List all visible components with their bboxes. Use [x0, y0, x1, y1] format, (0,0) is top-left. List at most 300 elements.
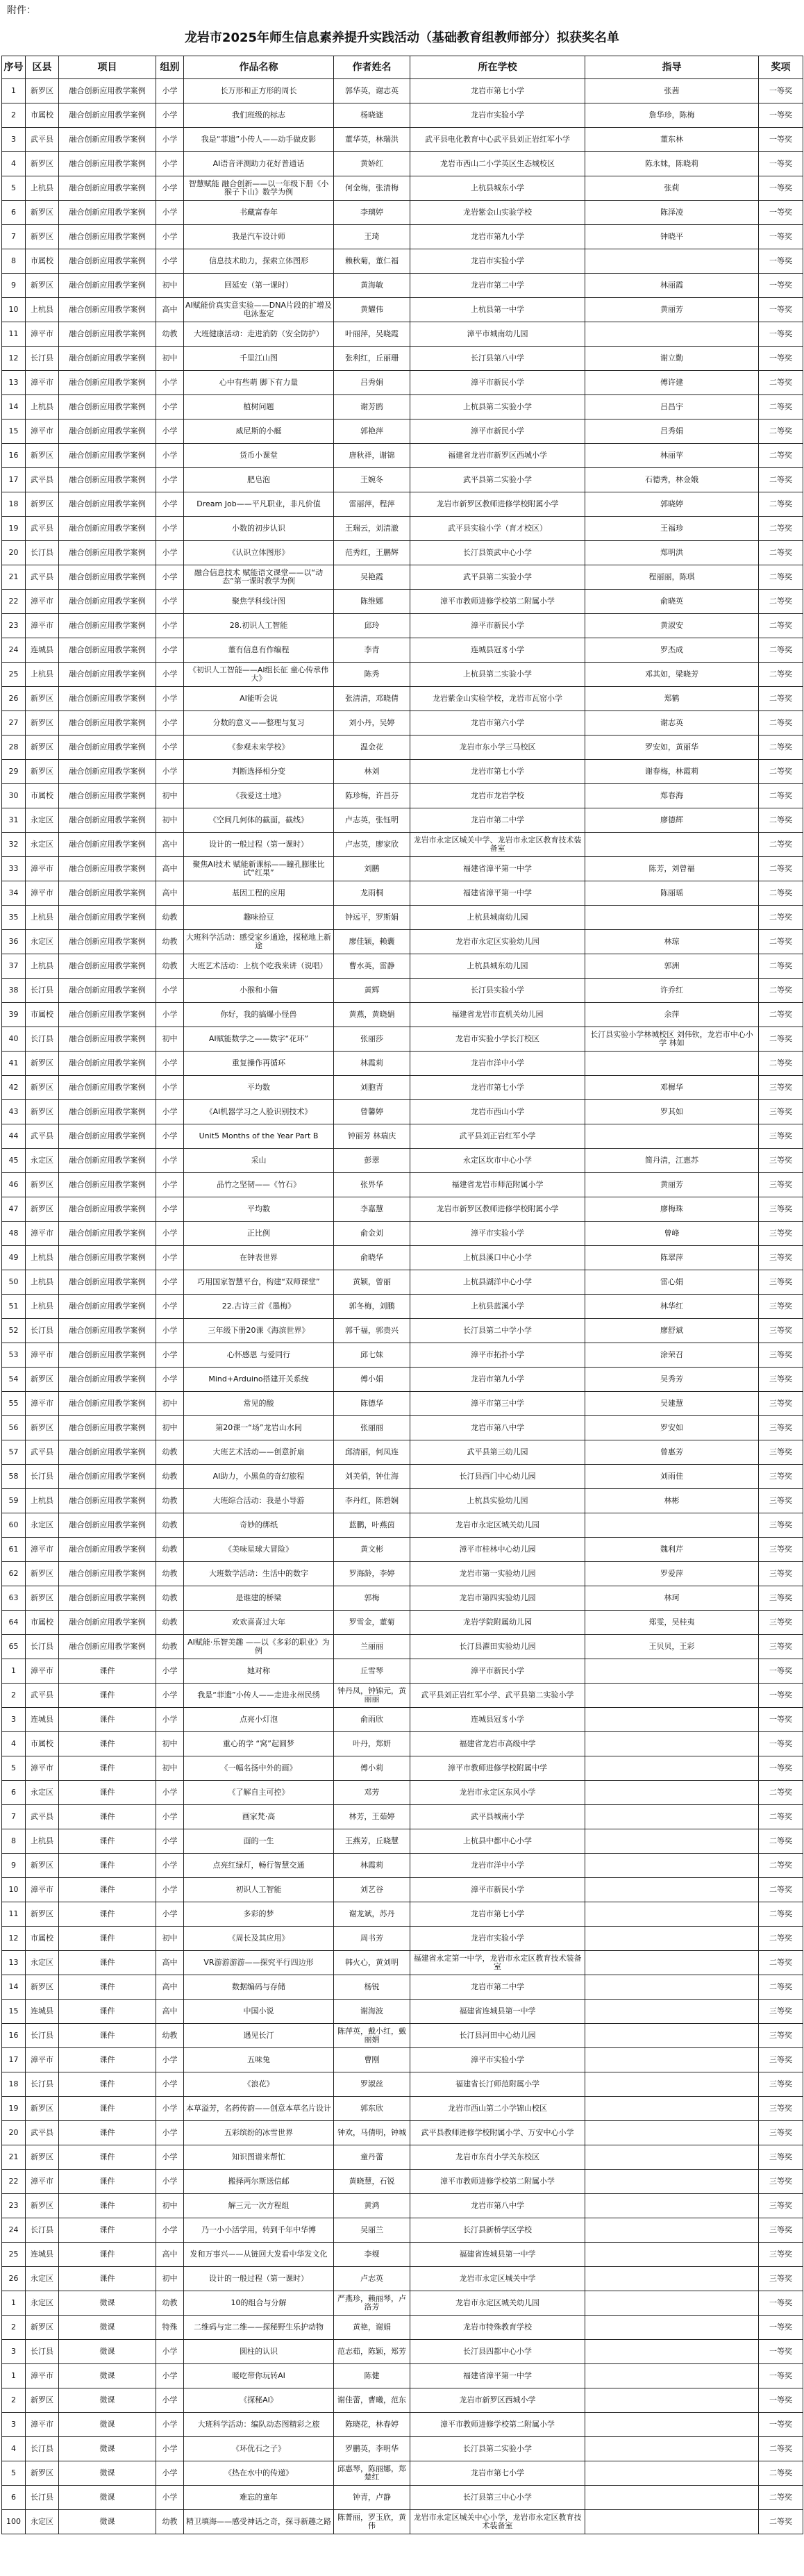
cell-project: 融合创新应用教学案例: [59, 711, 156, 736]
cell-index: 19: [2, 517, 26, 541]
cell-author: 陈萍英，戴小红，戴丽娟: [334, 2024, 410, 2048]
cell-work-title: 知识图谱来帮忙: [184, 2145, 334, 2170]
table-row: [2, 2291, 803, 2316]
cell-project: 课件: [59, 2048, 156, 2072]
cell-group: 初中: [156, 1416, 184, 1440]
cell-school: 龙岩市西山二小学英区生态城校区: [410, 152, 585, 176]
cell-project: 课件: [59, 1756, 156, 1781]
table-row: [2, 1951, 803, 1975]
cell-award: 一等奖: [759, 2413, 803, 2437]
cell-group: 幼教: [156, 2024, 184, 2048]
cell-advisor: 许乔红: [585, 979, 759, 1003]
cell-author: 范秀红，王鹏辉: [334, 541, 410, 565]
cell-author: 郭东欣: [334, 2097, 410, 2121]
cell-advisor: 邓其如，梁晓芳: [585, 663, 759, 687]
cell-work-title: 大班数学活动：生活中的数字: [184, 1562, 334, 1586]
cell-award: 二等奖: [759, 1052, 803, 1076]
cell-school: 武平县电化教育中心武平县刘正岩红军小学: [410, 128, 585, 152]
cell-award: 一等奖: [759, 1756, 803, 1781]
cell-work-title: 她对称: [184, 1659, 334, 1684]
table-row: [2, 2486, 803, 2510]
cell-work-title: 《我爱这土地》: [184, 784, 334, 808]
cell-work-title: 董有信息有作编程: [184, 638, 334, 663]
cell-district: 新罗区: [26, 225, 59, 249]
cell-project: 微课: [59, 2340, 156, 2364]
cell-project: 微课: [59, 2316, 156, 2340]
cell-author: 吴艳霞: [334, 565, 410, 590]
cell-author: 黄娇红: [334, 152, 410, 176]
cell-advisor: 王福珍: [585, 517, 759, 541]
cell-district: 永定区: [26, 1951, 59, 1975]
cell-author: 卢志英，廖家欣: [334, 833, 410, 857]
table-row: [2, 1440, 803, 1465]
col-header-advisor: 指导: [585, 56, 759, 79]
cell-award: 一等奖: [759, 152, 803, 176]
cell-index: 16: [2, 444, 26, 468]
cell-district: 新罗区: [26, 1173, 59, 1197]
cell-author: 傅小莉: [334, 1756, 410, 1781]
table-row: [2, 2048, 803, 2072]
cell-project: 融合创新应用教学案例: [59, 176, 156, 201]
cell-advisor: [585, 906, 759, 930]
cell-school: 福建省龙岩市直机关幼儿园: [410, 1003, 585, 1027]
cell-advisor: 张莉: [585, 176, 759, 201]
cell-school: 漳平市实验小学: [410, 1222, 585, 1246]
cell-work-title: 乃一小小活学用，转到千年中华博: [184, 2218, 334, 2243]
cell-group: 小学: [156, 1246, 184, 1270]
cell-district: 市属校: [26, 1611, 59, 1635]
cell-district: 上杭县: [26, 1295, 59, 1319]
cell-award: 三等奖: [759, 2145, 803, 2170]
cell-advisor: 罗杰成: [585, 638, 759, 663]
cell-district: 新罗区: [26, 711, 59, 736]
cell-author: 陈健: [334, 2364, 410, 2388]
cell-author: 邓芳: [334, 1781, 410, 1805]
cell-work-title: 点亮小灯泡: [184, 1708, 334, 1732]
cell-advisor: 黄淑安: [585, 614, 759, 638]
cell-index: 32: [2, 833, 26, 857]
cell-author: 李觌: [334, 2243, 410, 2267]
table-row: [2, 2267, 803, 2291]
cell-advisor: 廖舒斌: [585, 1319, 759, 1343]
cell-advisor: 涂荣召: [585, 1343, 759, 1368]
cell-work-title: 大班健康活动：走进消防（安全防护）: [184, 322, 334, 347]
table-row: [2, 1562, 803, 1586]
cell-award: 二等奖: [759, 590, 803, 614]
cell-group: 小学: [156, 736, 184, 760]
cell-award: 二等奖: [759, 1854, 803, 1878]
cell-district: 上杭县: [26, 906, 59, 930]
cell-author: 杨锐: [334, 1975, 410, 2000]
cell-project: 融合创新应用教学案例: [59, 371, 156, 395]
table-row: [2, 565, 803, 590]
cell-school: 长汀县第二实验小学: [410, 2437, 585, 2461]
cell-advisor: 简丹清，江惠苏: [585, 1149, 759, 1173]
cell-project: 微课: [59, 2413, 156, 2437]
table-row: [2, 1027, 803, 1052]
cell-index: 21: [2, 2145, 26, 2170]
cell-index: 61: [2, 1538, 26, 1562]
cell-group: 小学: [156, 2413, 184, 2437]
cell-index: 53: [2, 1343, 26, 1368]
cell-project: 课件: [59, 2194, 156, 2218]
cell-group: 小学: [156, 395, 184, 419]
cell-author: 黄耀伟: [334, 298, 410, 322]
cell-index: 48: [2, 1222, 26, 1246]
cell-index: 26: [2, 2267, 26, 2291]
cell-index: 11: [2, 1902, 26, 1927]
cell-work-title: 《参观未来学校》: [184, 736, 334, 760]
cell-district: 新罗区: [26, 1975, 59, 2000]
cell-work-title: 难忘的童年: [184, 2486, 334, 2510]
cell-school: 龙岩市第一实验幼儿园: [410, 1562, 585, 1586]
cell-advisor: 谢春梅，林霞莉: [585, 760, 759, 784]
cell-school: 福建省长汀师范附属小学: [410, 2072, 585, 2097]
cell-project: 融合创新应用教学案例: [59, 419, 156, 444]
table-row: [2, 2413, 803, 2437]
table-row: [2, 347, 803, 371]
cell-index: 60: [2, 1513, 26, 1538]
cell-award: 二等奖: [759, 906, 803, 930]
cell-author: 郭梅: [334, 1586, 410, 1611]
cell-author: 吕秀娟: [334, 371, 410, 395]
cell-award: 三等奖: [759, 2243, 803, 2267]
cell-project: 融合创新应用教学案例: [59, 590, 156, 614]
cell-school: 长汀县四都中心小学: [410, 2340, 585, 2364]
cell-work-title: 三年级下册20课《海滨世界》: [184, 1319, 334, 1343]
cell-work-title: 融合信息技术 赋能语文课堂——以“动态“第一课时教学为例: [184, 565, 334, 590]
cell-project: 融合创新应用教学案例: [59, 1076, 156, 1100]
cell-project: 微课: [59, 2510, 156, 2534]
cell-district: 市属校: [26, 249, 59, 274]
cell-district: 永定区: [26, 1513, 59, 1538]
table-row: [2, 1513, 803, 1538]
cell-work-title: 大班艺术活动：上杭个吃我来讲（说唱）: [184, 954, 334, 979]
cell-group: 小学: [156, 128, 184, 152]
cell-project: 融合创新应用教学案例: [59, 322, 156, 347]
cell-group: 初中: [156, 1756, 184, 1781]
cell-advisor: [585, 1854, 759, 1878]
cell-project: 微课: [59, 2486, 156, 2510]
cell-project: 融合创新应用教学案例: [59, 444, 156, 468]
cell-work-title: 平均数: [184, 1076, 334, 1100]
table-row: [2, 687, 803, 711]
cell-advisor: [585, 249, 759, 274]
cell-school: 龙岩市第七小学: [410, 760, 585, 784]
cell-advisor: 魏利芹: [585, 1538, 759, 1562]
cell-award: 二等奖: [759, 2437, 803, 2461]
cell-award: 三等奖: [759, 2000, 803, 2024]
cell-work-title: 信息技术助力，探索立体图形: [184, 249, 334, 274]
cell-school: 漳平市桂林中心幼儿园: [410, 1538, 585, 1562]
table-row: [2, 517, 803, 541]
cell-group: 幼教: [156, 1562, 184, 1586]
cell-group: 初中: [156, 274, 184, 298]
cell-work-title: 《AI机器学习之人脸识别技术》: [184, 1100, 334, 1124]
cell-author: 龙雨桐: [334, 881, 410, 906]
cell-school: 龙岩市东小学三马校区: [410, 736, 585, 760]
table-row: [2, 930, 803, 954]
cell-group: 幼教: [156, 1635, 184, 1659]
cell-advisor: [585, 1878, 759, 1902]
cell-group: 幼教: [156, 906, 184, 930]
cell-work-title: AI能听会说: [184, 687, 334, 711]
cell-district: 漳平市: [26, 322, 59, 347]
cell-group: 初中: [156, 808, 184, 833]
cell-work-title: 分数的意义——整理与复习: [184, 711, 334, 736]
cell-author: 郭华英，谢志英: [334, 79, 410, 103]
cell-project: 融合创新应用教学案例: [59, 1246, 156, 1270]
cell-project: 融合创新应用教学案例: [59, 128, 156, 152]
cell-index: 65: [2, 1635, 26, 1659]
cell-work-title: 心怀感恩 与爱同行: [184, 1343, 334, 1368]
cell-index: 30: [2, 784, 26, 808]
cell-district: 新罗区: [26, 1100, 59, 1124]
cell-advisor: 曾惠芳: [585, 1440, 759, 1465]
cell-author: 陈菁丽，罗玉欣，黄伟: [334, 2510, 410, 2534]
cell-school: 长汀县第八中学: [410, 347, 585, 371]
cell-index: 35: [2, 906, 26, 930]
cell-work-title: 心中有些萌 脚下有力量: [184, 371, 334, 395]
cell-advisor: [585, 2121, 759, 2145]
cell-group: 小学: [156, 79, 184, 103]
cell-project: 融合创新应用教学案例: [59, 833, 156, 857]
cell-index: 8: [2, 1829, 26, 1854]
cell-award: 一等奖: [759, 79, 803, 103]
cell-group: 小学: [156, 979, 184, 1003]
cell-index: 14: [2, 1975, 26, 2000]
cell-award: 二等奖: [759, 2486, 803, 2510]
cell-school: 龙岩市第四实验幼儿园: [410, 1586, 585, 1611]
cell-advisor: [585, 2218, 759, 2243]
table-row: [2, 79, 803, 103]
cell-district: 武平县: [26, 1440, 59, 1465]
cell-project: 微课: [59, 2364, 156, 2388]
cell-district: 长汀县: [26, 2486, 59, 2510]
col-header-index: 序号: [2, 56, 26, 79]
cell-district: 连城县: [26, 638, 59, 663]
cell-school: 上杭县溪口中心小学: [410, 1246, 585, 1270]
cell-work-title: 千里江山图: [184, 347, 334, 371]
cell-advisor: 雷心娟: [585, 1270, 759, 1295]
cell-district: 长汀县: [26, 1027, 59, 1052]
cell-work-title: 品竹之坚韧——《竹石》: [184, 1173, 334, 1197]
cell-district: 永定区: [26, 2291, 59, 2316]
cell-project: 融合创新应用教学案例: [59, 1611, 156, 1635]
cell-school: 龙岩市第九小学: [410, 1368, 585, 1392]
cell-project: 融合创新应用教学案例: [59, 1197, 156, 1222]
cell-group: 初中: [156, 1392, 184, 1416]
cell-advisor: 石德秀，林金娥: [585, 468, 759, 492]
cell-project: 融合创新应用教学案例: [59, 1586, 156, 1611]
cell-index: 5: [2, 2461, 26, 2486]
cell-project: 融合创新应用教学案例: [59, 881, 156, 906]
col-header-project: 项目: [59, 56, 156, 79]
col-header-school: 所在学校: [410, 56, 585, 79]
cell-district: 新罗区: [26, 79, 59, 103]
cell-award: 二等奖: [759, 1951, 803, 1975]
cell-award: 三等奖: [759, 1562, 803, 1586]
cell-award: 一等奖: [759, 128, 803, 152]
cell-advisor: [585, 1124, 759, 1149]
cell-award: 二等奖: [759, 736, 803, 760]
cell-author: 李青: [334, 638, 410, 663]
cell-work-title: 我是“菲遗”小传人——走进永州民绣: [184, 1684, 334, 1708]
cell-advisor: 郭洲: [585, 954, 759, 979]
cell-school: 龙岩市第二中学: [410, 1975, 585, 2000]
cell-group: 初中: [156, 1927, 184, 1951]
cell-work-title: 五味兔: [184, 2048, 334, 2072]
cell-project: 微课: [59, 2291, 156, 2316]
cell-group: 小学: [156, 1124, 184, 1149]
cell-work-title: 面的一生: [184, 1829, 334, 1854]
table-row: [2, 2437, 803, 2461]
cell-author: 邱惠琴，陈丽娜，郑楚红: [334, 2461, 410, 2486]
cell-work-title: 我们班级的标志: [184, 103, 334, 128]
table-row: [2, 1902, 803, 1927]
cell-index: 22: [2, 590, 26, 614]
cell-school: 龙岩市第七小学: [410, 2461, 585, 2486]
cell-project: 融合创新应用教学案例: [59, 517, 156, 541]
cell-group: 高中: [156, 2000, 184, 2024]
cell-advisor: [585, 2097, 759, 2121]
cell-index: 20: [2, 541, 26, 565]
cell-school: 福建省漳平第一中学: [410, 2364, 585, 2388]
table-row: [2, 2145, 803, 2170]
cell-project: 课件: [59, 1684, 156, 1708]
cell-advisor: 林丽苹: [585, 444, 759, 468]
cell-award: 二等奖: [759, 979, 803, 1003]
table-row: [2, 736, 803, 760]
cell-project: 融合创新应用教学案例: [59, 1440, 156, 1465]
cell-district: 上杭县: [26, 298, 59, 322]
cell-advisor: 黄丽芳: [585, 298, 759, 322]
cell-district: 新罗区: [26, 1416, 59, 1440]
cell-advisor: [585, 1513, 759, 1538]
cell-district: 漳平市: [26, 1343, 59, 1368]
cell-school: 上杭县城东幼儿园: [410, 954, 585, 979]
table-row: [2, 103, 803, 128]
cell-school: 上杭县湖洋中心小学: [410, 1270, 585, 1295]
cell-project: 课件: [59, 1708, 156, 1732]
cell-project: 融合创新应用教学案例: [59, 468, 156, 492]
cell-school: 龙岩市永定区城关幼儿园: [410, 1513, 585, 1538]
cell-district: 武平县: [26, 1124, 59, 1149]
cell-work-title: 第20课一“场”龙岩山水间: [184, 1416, 334, 1440]
cell-award: 二等奖: [759, 614, 803, 638]
cell-group: 小学: [156, 711, 184, 736]
cell-index: 9: [2, 274, 26, 298]
cell-index: 2: [2, 1684, 26, 1708]
cell-author: 钟丹凤，钟锦元，黄丽丽: [334, 1684, 410, 1708]
cell-group: 小学: [156, 468, 184, 492]
cell-school: 龙岩市第二中学: [410, 274, 585, 298]
cell-work-title: 重心的学 “窝”起圆梦: [184, 1732, 334, 1756]
cell-advisor: 廖德辉: [585, 808, 759, 833]
cell-award: 二等奖: [759, 1805, 803, 1829]
cell-index: 8: [2, 249, 26, 274]
cell-group: 小学: [156, 2048, 184, 2072]
cell-author: 黄艳，谢娟: [334, 2316, 410, 2340]
cell-group: 小学: [156, 1100, 184, 1124]
cell-advisor: 郑春海: [585, 784, 759, 808]
cell-index: 17: [2, 468, 26, 492]
cell-group: 特殊: [156, 2316, 184, 2340]
award-list-table: [1, 56, 803, 2534]
cell-author: 叶丽萍，吴晓霞: [334, 322, 410, 347]
cell-award: 二等奖: [759, 371, 803, 395]
cell-award: 二等奖: [759, 930, 803, 954]
cell-district: 新罗区: [26, 1076, 59, 1100]
cell-index: 23: [2, 614, 26, 638]
table-row: [2, 1611, 803, 1635]
cell-author: 李丹红，陈碧娴: [334, 1489, 410, 1513]
cell-group: 小学: [156, 419, 184, 444]
cell-work-title: 常见的酸: [184, 1392, 334, 1416]
cell-author: 童丹蕾: [334, 2145, 410, 2170]
cell-project: 融合创新应用教学案例: [59, 1173, 156, 1197]
cell-award: 二等奖: [759, 760, 803, 784]
cell-school: 长汀县策武中心小学: [410, 541, 585, 565]
cell-project: 课件: [59, 1659, 156, 1684]
cell-award: 一等奖: [759, 249, 803, 274]
cell-award: 一等奖: [759, 225, 803, 249]
cell-work-title: 大班艺术活动——创意折扇: [184, 1440, 334, 1465]
cell-award: 三等奖: [759, 2194, 803, 2218]
cell-advisor: [585, 1659, 759, 1684]
cell-district: 长汀县: [26, 979, 59, 1003]
cell-school: 龙岩市第六小学: [410, 711, 585, 736]
cell-work-title: 判断选择相分变: [184, 760, 334, 784]
cell-project: 融合创新应用教学案例: [59, 1416, 156, 1440]
cell-group: 小学: [156, 1052, 184, 1076]
cell-author: 陈秀: [334, 663, 410, 687]
cell-school: 龙岩学院附属幼儿园: [410, 1611, 585, 1635]
cell-project: 课件: [59, 2243, 156, 2267]
table-row: [2, 1538, 803, 1562]
cell-advisor: 刘雨佳: [585, 1465, 759, 1489]
cell-work-title: 《探秘AI》: [184, 2388, 334, 2413]
table-row: [2, 541, 803, 565]
cell-school: 龙岩紫金山实验学校: [410, 201, 585, 225]
col-header-group: 组别: [156, 56, 184, 79]
cell-work-title: 22.古诗三首《墨梅》: [184, 1295, 334, 1319]
cell-group: 小学: [156, 517, 184, 541]
cell-group: 幼教: [156, 1586, 184, 1611]
cell-district: 永定区: [26, 1149, 59, 1173]
cell-school: 漳平市第三中学: [410, 1392, 585, 1416]
cell-group: 小学: [156, 2145, 184, 2170]
cell-district: 上杭县: [26, 1270, 59, 1295]
cell-district: 漳平市: [26, 2413, 59, 2437]
cell-work-title: 小猴和小猫: [184, 979, 334, 1003]
cell-school: 漳平市新民小学: [410, 419, 585, 444]
cell-author: 何金梅，张清梅: [334, 176, 410, 201]
cell-advisor: 陈永妹，陈晓莉: [585, 152, 759, 176]
cell-author: 黄鸿: [334, 2194, 410, 2218]
table-row: [2, 419, 803, 444]
table-row: [2, 298, 803, 322]
cell-district: 上杭县: [26, 1489, 59, 1513]
table-row: [2, 1829, 803, 1854]
cell-index: 25: [2, 663, 26, 687]
cell-award: 一等奖: [759, 2388, 803, 2413]
cell-district: 新罗区: [26, 2461, 59, 2486]
cell-district: 新罗区: [26, 1368, 59, 1392]
cell-district: 永定区: [26, 808, 59, 833]
cell-group: 小学: [156, 1659, 184, 1684]
cell-district: 漳平市: [26, 590, 59, 614]
